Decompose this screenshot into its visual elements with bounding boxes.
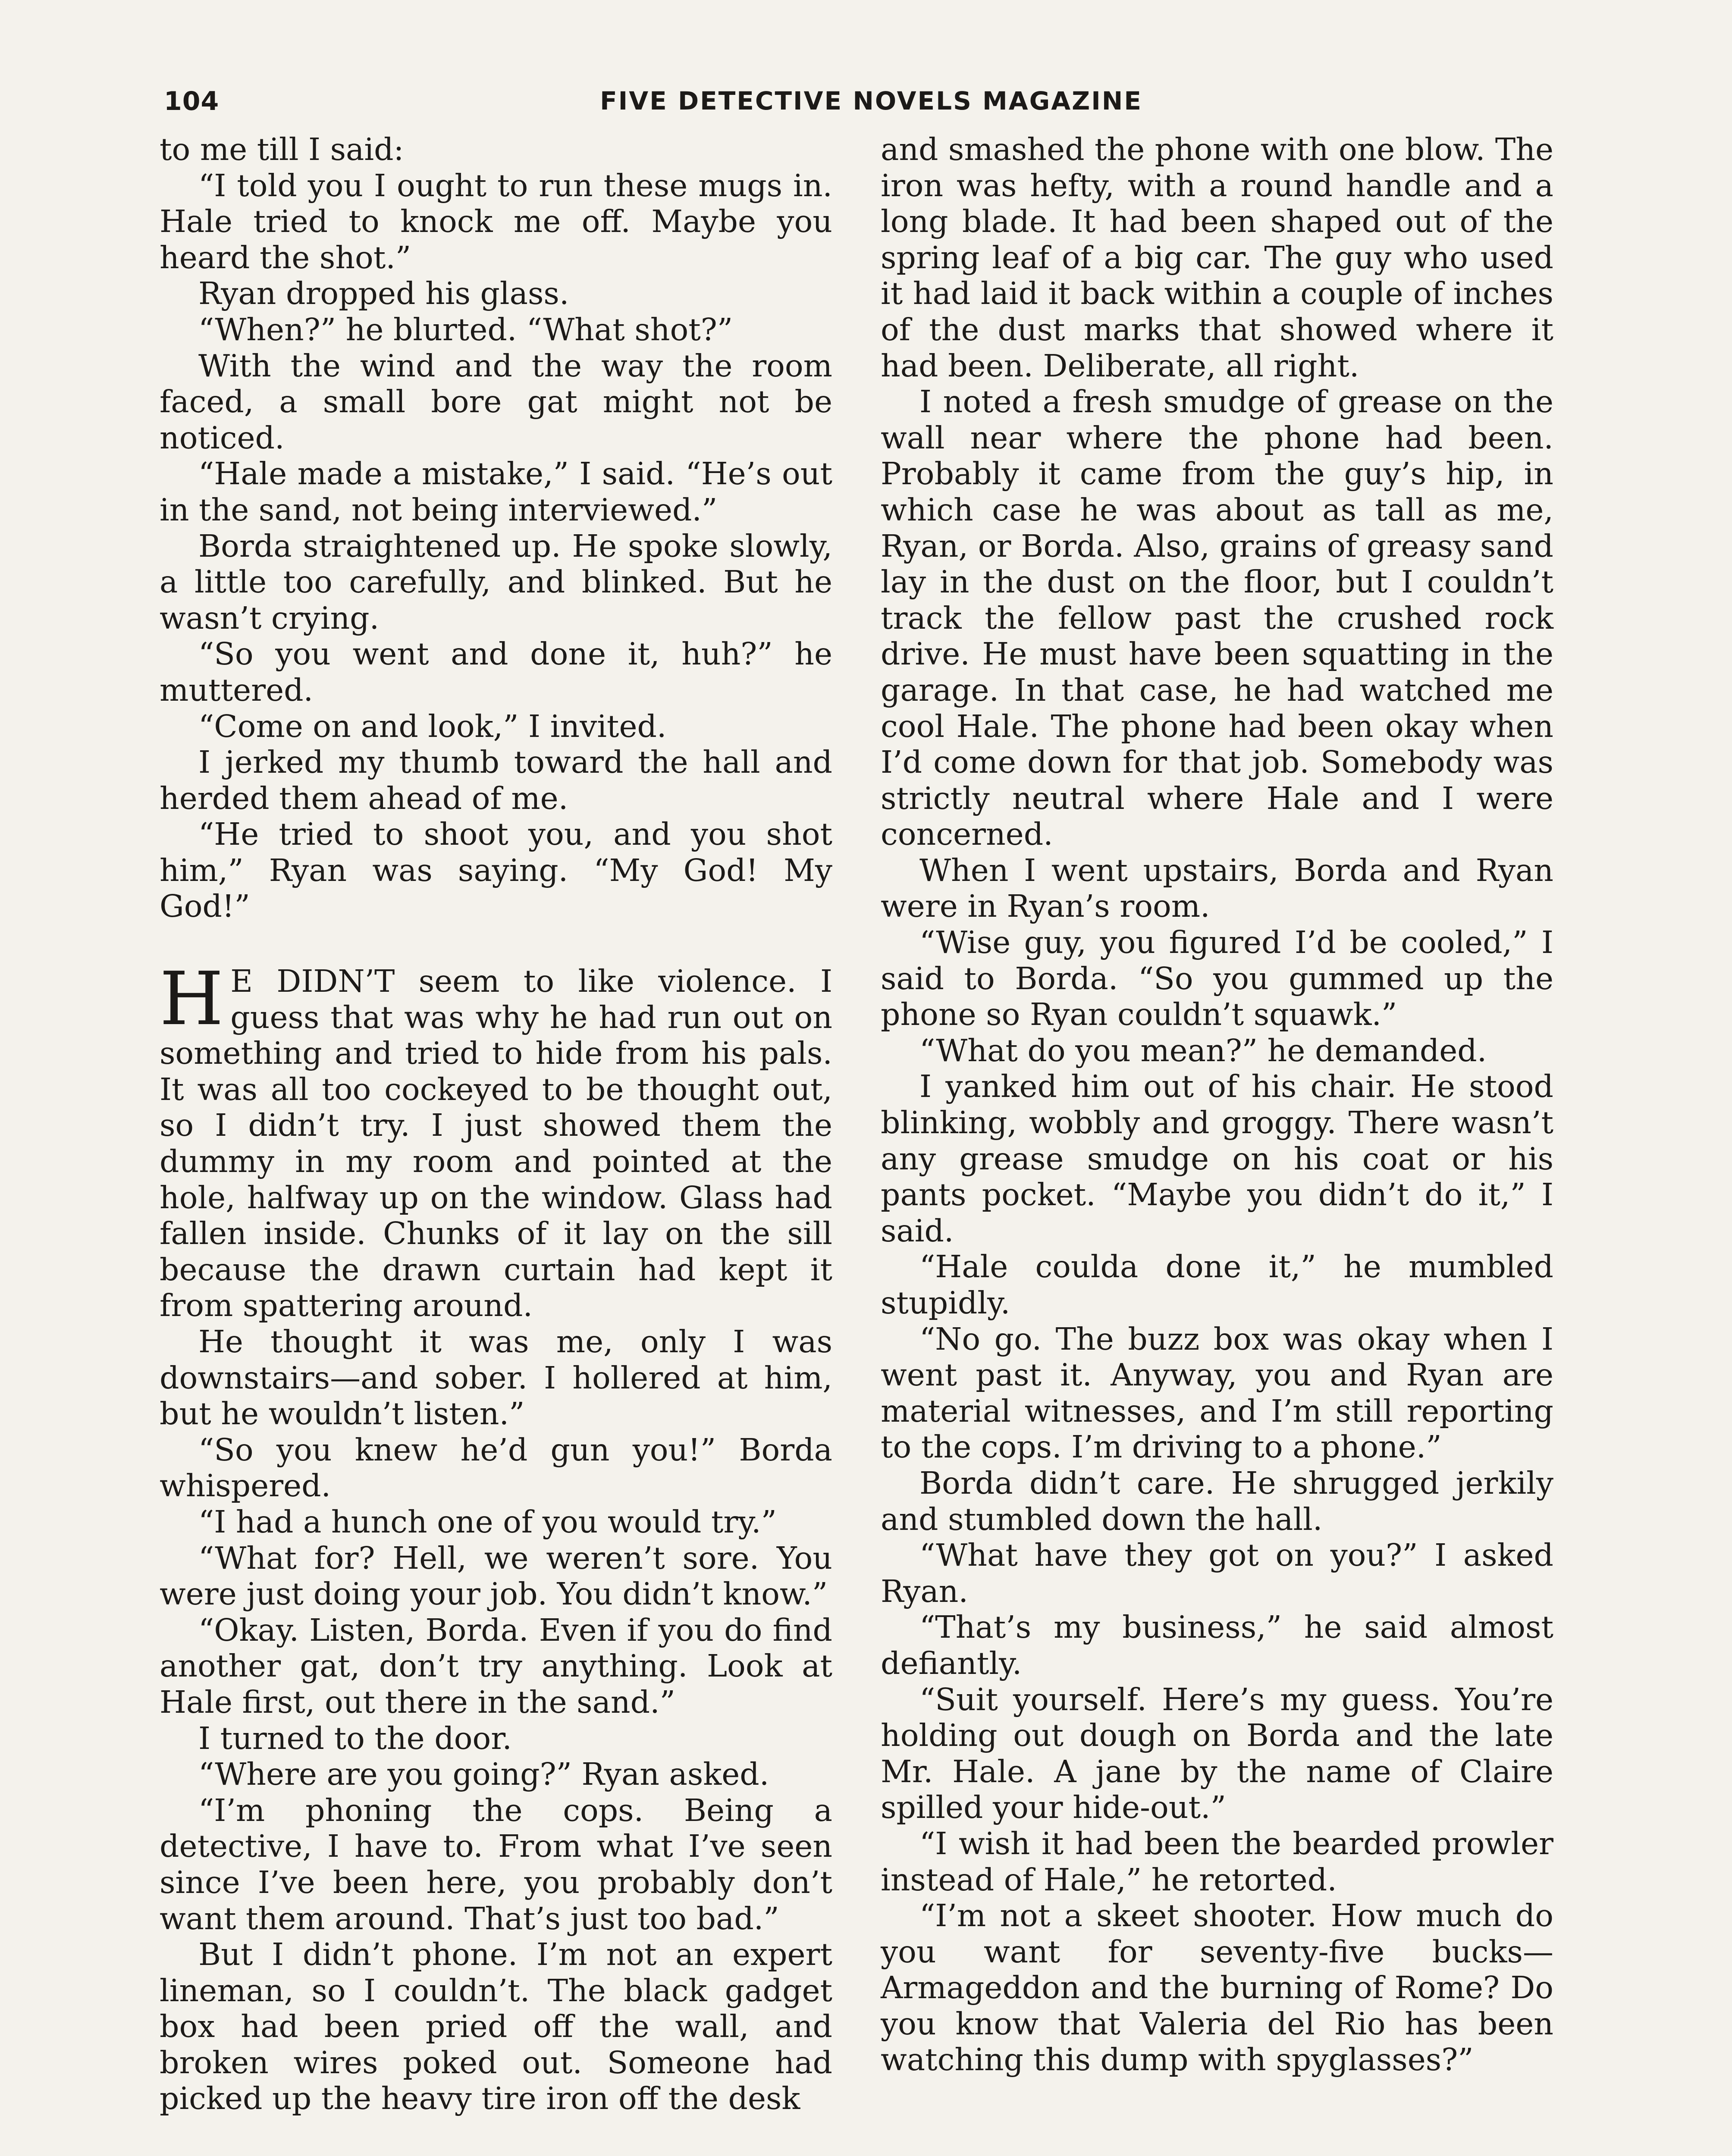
paragraph: I noted a fresh smudge of grease on the wall near where the phone had been. Probably it came from the guy’s hip, in which case he was about as tall as me, Ryan, or Borda. Also, grains of greasy sand lay in the dust on the floor, but I couldn’t track the fellow past the crushed rock drive. He must have been squatting in the garage. In that case, he had watched me cool Hale. The phone had been okay when I’d come down for that job. Somebody was strictly neutral where Hale and I were concerned. [881,384,1553,852]
paragraph: “I’m not a skeet shooter. How much do you want for seventy-five bucks—Armageddon and the burning of Rome? Do you know that Valeria del Rio has been watching this dump with spyglasses?” [881,1898,1553,2078]
left-column [160,132,832,2117]
paragraph: “Hale made a mistake,” I said. “He’s out in the sand, not being interviewed.” [160,456,832,528]
paragraph: With the wind and the way the room faced, a small bore gat might not be noticed. [160,348,832,456]
paragraph: “What have they got on you?” I asked Ryan. [881,1537,1553,1609]
paragraph: “Wise guy, you figured I’d be cooled,” I said to Borda. “So you gummed up the phone so Ryan couldn’t squawk.” [881,924,1553,1033]
page-header [160,82,1583,129]
paragraph: “Okay. Listen, Borda. Even if you do find another gat, don’t try anything. Look at Hale first, out there in the sand.” [160,1612,832,1720]
section-opening-text: E DIDN’T seem to like violence. I guess that was why he had run out on something and tried to hide from his pals. It was all too cockeyed to be thought out, so I didn’t try. I just showed them the dummy in my room and pointed at the hole, halfway up on the window. Glass had fallen inside. Chunks of it lay on the sill because the drawn curtain had kept it from spattering around. [160,963,832,1324]
paragraph: When I went upstairs, Borda and Ryan were in Ryan’s room. [881,852,1553,924]
paragraph: and smashed the phone with one blow. The iron was hefty, with a round handle and a long blade. It had been shaped out of the spring leaf of a big car. The guy who used it had laid it back within a couple of inches of the dust marks that showed where it had been. Deliberate, all right. [881,132,1553,384]
paragraph: to me till I said: [160,132,404,167]
paragraph: But I didn’t phone. I’m not an expert lineman, so I couldn’t. The black gadget box had been pried off the wall, and broken wires poked out. Someone had picked up the heavy tire iron off the desk [160,1937,832,2117]
paragraph: Borda straightened up. He spoke slowly, a little too carefully, and blinked. But he wasn’t crying. [160,528,832,636]
paragraph: “When?” he blurted. “What shot?” [198,311,733,348]
paragraph: “Suit yourself. Here’s my guess. You’re holding out dough on Borda and the late Mr. Hale. A jane by the name of Claire spilled your hide-out.” [881,1681,1553,1826]
paragraph: “I told you I ought to run these mugs in. Hale tried to knock me off. Maybe you heard the shot.” [160,167,832,276]
paragraph: “What do you mean?” he demanded. [919,1032,1487,1069]
running-head: FIVE DETECTIVE NOVELS MAGAZINE [600,86,1142,116]
paragraph: I yanked him out of his chair. He stood blinking, wobbly and groggy. There wasn’t any grease smudge on his coat or his pants pocket. “Maybe you didn’t do it,” I said. [881,1069,1553,1249]
paragraph: “What for? Hell, we weren’t sore. You were just doing your job. You didn’t know.” [160,1540,832,1612]
paragraph: “He tried to shoot you, and you shot him,” Ryan was saying. “My God! My God!” [160,816,832,924]
paragraph: “So you went and done it, huh?” he muttered. [160,636,832,708]
paragraph: I jerked my thumb toward the hall and herded them ahead of me. [160,744,832,816]
paragraph: “That’s my business,” he said almost defiantly. [881,1609,1553,1681]
paragraph: “So you knew he’d gun you!” Borda whispered. [160,1432,832,1504]
paragraph: “Where are you going?” Ryan asked. [198,1756,769,1792]
paragraph: He thought it was me, only I was downstairs—and sober. I hollered at him, but he wouldn’t listen.” [160,1324,832,1432]
paragraph: “I wish it had been the bearded prowler instead of Hale,” he retorted. [881,1825,1553,1898]
right-column [881,132,1553,2078]
paragraph: Borda didn’t care. He shrugged jerkily and stumbled down the hall. [881,1465,1553,1537]
drop-cap: H [160,956,224,1042]
paragraph: “I had a hunch one of you would try.” [198,1504,777,1540]
paragraph: I turned to the door. [198,1720,512,1756]
paragraph: “I’m phoning the cops. Being a detective, I have to. From what I’ve seen since I’ve been here, you probably don’t want them around. That’s just too bad.” [160,1792,832,1937]
paragraph: “Come on and look,” I invited. [198,708,667,744]
page-number: 104 [164,86,220,116]
paragraph: Ryan dropped his glass. [198,276,569,312]
section-opening-paragraph [160,956,832,1324]
paragraph: “No go. The buzz box was okay when I went past it. Anyway, you and Ryan are material witnesses, and I’m still reporting to the cops. I’m driving to a phone.” [881,1321,1553,1465]
paragraph: “Hale coulda done it,” he mumbled stupidly. [881,1249,1553,1321]
